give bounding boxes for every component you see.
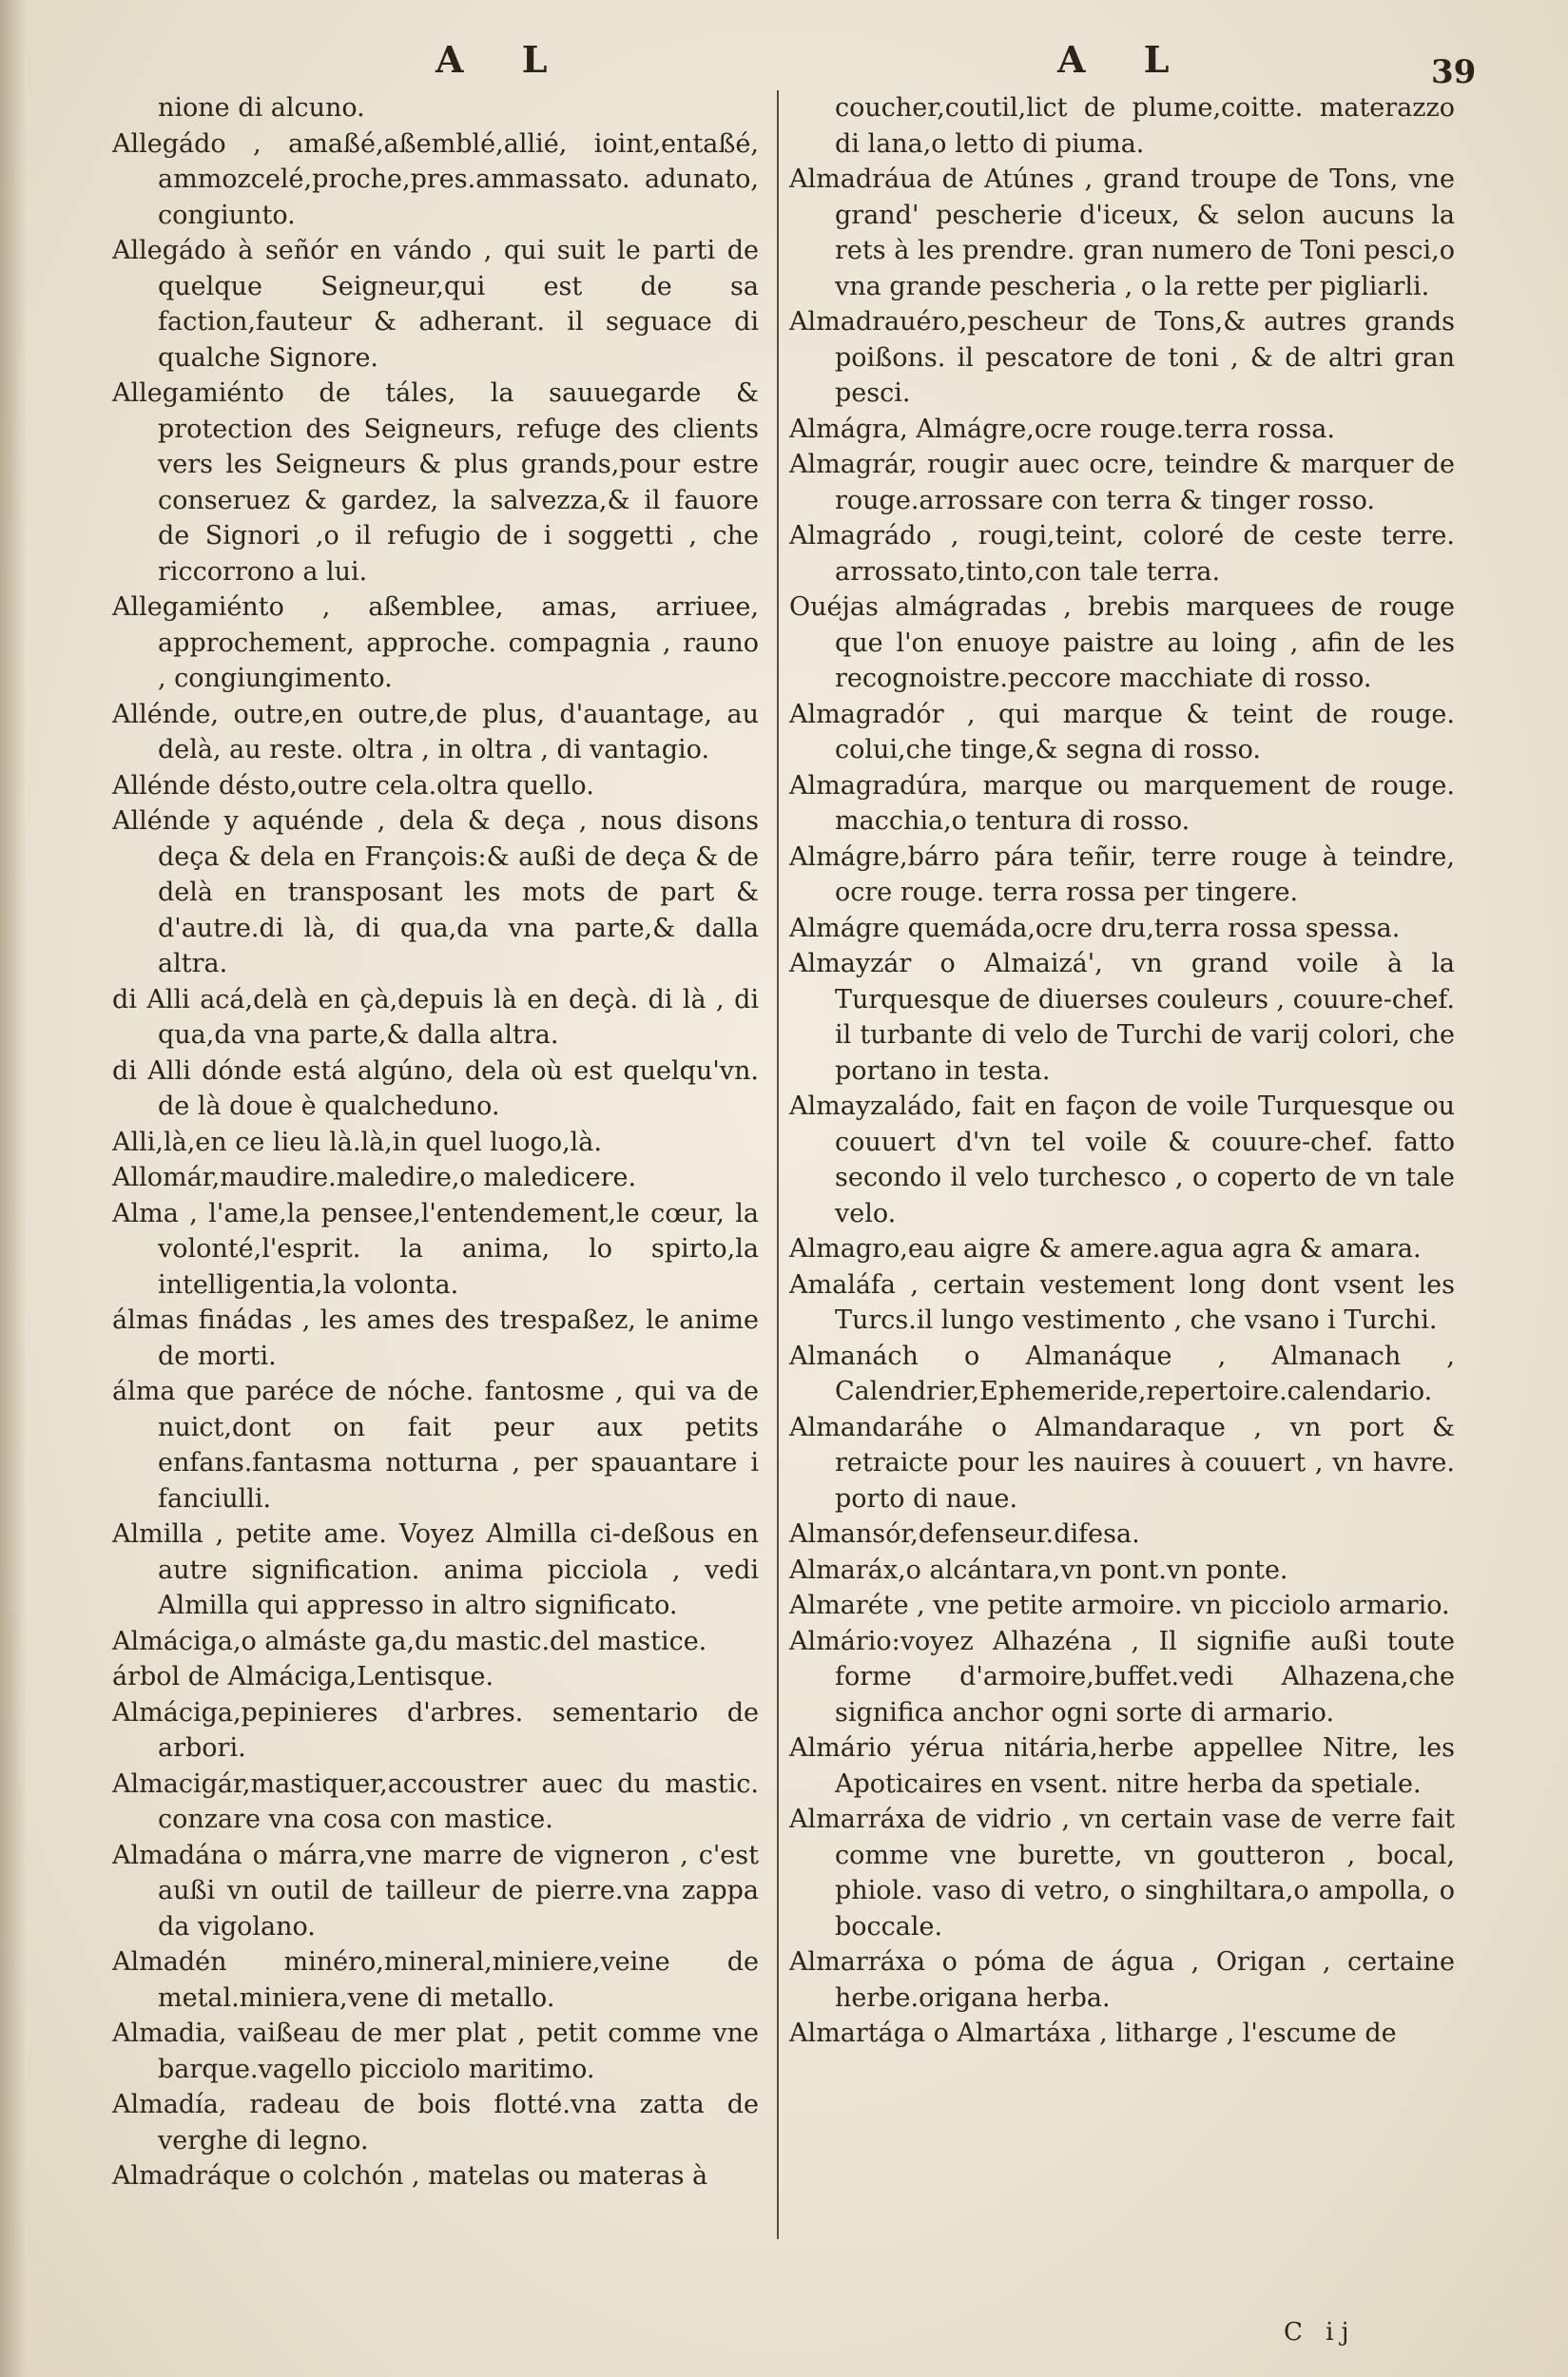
dictionary-entry: Almáciga,o almáste ga,du mastic.del mastice. (112, 1626, 707, 1656)
dictionary-entry: coucher,coutil,lict de plume,coitte. materazzo di lana,o letto di piuma. (835, 93, 1455, 159)
dictionary-entry: Almadrauéro,pescheur de Tons,& autres grands poißons. il pescatore de toni , & de altri gran pesci. (789, 307, 1455, 408)
running-header-right: A L (1057, 38, 1192, 81)
dictionary-entry: Almadána o márra,vne marre de vigneron , c'est außi vn outil de tailleur de pierre.vna zappa da vigolano. (112, 1840, 759, 1942)
dictionary-entry: Almagrár, rougir auec ocre, teindre & marquer de rouge.arrossare con terra & tinger rosso. (789, 450, 1455, 515)
dictionary-entry: Almarráxa o póma de água , Origan , certaine herbe.origana herba. (789, 1947, 1455, 2013)
page-number: 39 (1431, 53, 1477, 91)
dictionary-entry: álma que paréce de nóche. fantosme , qui va de nuict,dont on fait peur aux petits enfans.fantasma notturna , per spauantare i fanciulli. (112, 1377, 759, 1514)
dictionary-entry: Allénde, outre,en outre,de plus, d'auantage, au delà, au reste. oltra , in oltra , di vantagio. (112, 699, 759, 764)
signature-mark: C ij (1284, 2318, 1357, 2347)
dictionary-entry: Almágre quemáda,ocre dru,terra rossa spessa. (789, 913, 1401, 943)
dictionary-entry: Almadráua de Atúnes , grand troupe de Tons, vne grand' pescherie d'iceux, & selon aucuns la rets à les prendre. gran numero de Toni pesci,o vna grande pescheria , o la rette per pigliarli. (789, 164, 1455, 301)
dictionary-entry: Almadén minéro,mineral,miniere,veine de metal.miniera,vene di metallo. (112, 1947, 759, 2013)
dictionary-entry: Allegamiénto de táles, la sauuegarde & protection des Seigneurs, refuge des clients vers les Seigneurs & plus grands,pour estre conseruez & gardez, la salvezza,& il fauore de Signori ,o il refugio de i soggetti , che riccorrono a lui. (112, 378, 759, 587)
dictionary-entry: Allegádo à señór en vándo , qui suit le parti de quelque Seigneur,qui est de sa faction,fauteur & adherant. il seguace di qualche Signore. (112, 236, 759, 373)
dictionary-entry: Almagro,eau aigre & amere.agua agra & amara. (789, 1234, 1422, 1264)
column-divider (777, 90, 779, 2239)
dictionary-entry: di Alli dónde está algúno, dela où est quelqu'vn. de là doue è qualcheduno. (112, 1055, 759, 1121)
dictionary-entry: Alli,là,en ce lieu là.là,in quel luogo,là. (112, 1127, 602, 1157)
dictionary-entry: Almandaráhe o Almandaraque , vn port & retraicte pour les nauires à couuert , vn havre. porto di naue. (789, 1412, 1455, 1514)
dictionary-entry: Almarráxa de vidrio , vn certain vase de verre fait comme vne burette, vn goutteron , bocal, phiole. vaso di vetro, o singhiltara,o ampolla, o boccale. (789, 1805, 1455, 1942)
dictionary-entry: Almacigár,mastiquer,accoustrer auec du mastic. conzare vna cosa con mastice. (112, 1768, 759, 1834)
right-column (789, 90, 1455, 2052)
dictionary-entry: Almayzár o Almaizá', vn grand voile à la Turquesque de diuerses couleurs , couure-chef. il turbante di velo de Turchi de varij colori, che portano in testa. (789, 949, 1455, 1086)
dictionary-entry: álmas finádas , les ames des trespaßez, le anime de morti. (112, 1305, 759, 1371)
dictionary-entry: Almanách o Almanáque , Almanach , Calendrier,Ephemeride,repertoire.calendario. (789, 1341, 1455, 1406)
left-column (112, 90, 759, 2194)
dictionary-entry: di Alli acá,delà en çà,depuis là en deçà. di là , di qua,da vna parte,& dalla altra. (112, 984, 759, 1050)
dictionary-entry: Allegádo , amaßé,aßemblé,allié, ioint,entaßé, ammozcelé,proche,pres.ammassato. adunato, congiunto. (112, 128, 759, 230)
dictionary-entry: nione di alcuno. (158, 93, 365, 123)
dictionary-entry: Almadia, vaißeau de mer plat , petit comme vne barque.vagello picciolo maritimo. (112, 2019, 759, 2084)
dictionary-entry: Almansór,defenseur.difesa. (789, 1519, 1140, 1549)
dictionary-entry: Allénde y aquénde , dela & deça , nous disons deça & dela en François:& außi de deça & de delà en transposant les mots de part & d'autre.di là, di qua,da vna parte,& dalla altra. (112, 806, 759, 978)
dictionary-entry: Almágra, Almágre,ocre rouge.terra rossa. (789, 414, 1335, 444)
dictionary-entry: Alma , l'ame,la pensee,l'entendement,le cœur, la volonté,l'esprit. la anima, lo spirto,la intelligentia,la volonta. (112, 1198, 759, 1300)
dictionary-entry: Almilla , petite ame. Voyez Almilla ci-deßous en autre signification. anima picciola , vedi Almilla qui appresso in altro significato. (112, 1519, 759, 1620)
dictionary-entry: Almadráque o colchón , matelas ou materas à (112, 2161, 708, 2191)
dictionary-entry: Almartága o Almartáxa , litharge , l'escume de (789, 2019, 1397, 2048)
dictionary-entry: Almáciga,pepinieres d'arbres. sementario de arbori. (112, 1697, 759, 1763)
dictionary-entry: Almaráx,o alcántara,vn pont.vn ponte. (789, 1555, 1288, 1585)
dictionary-entry: Amaláfa , certain vestement long dont vsent les Turcs.il lungo vestimento , che vsano i Turchi. (789, 1269, 1455, 1335)
dictionary-entry: Almagrádo , rougi,teint, coloré de ceste terre. arrossato,tinto,con tale terra. (789, 521, 1455, 587)
dictionary-entry: Almadía, radeau de bois flotté.vna zatta de verghe di legno. (112, 2090, 759, 2155)
dictionary-entry: Allomár,maudire.maledire,o maledicere. (112, 1163, 637, 1192)
dictionary-entry: árbol de Almáciga,Lentisque. (112, 1662, 494, 1691)
dictionary-entry: Almaréte , vne petite armoire. vn picciolo armario. (789, 1591, 1450, 1620)
dictionary-entry: Allegamiénto , aßemblee, amas, arriuee, approchement, approche. compagnia , rauno , congiungimento. (112, 592, 759, 693)
dictionary-entry: Almário:voyez Alhazéna , Il signifie außi toute forme d'armoire,buffet.vedi Alhazena,che significa anchor ogni sorte di armario. (789, 1626, 1455, 1728)
dictionary-entry: Almagradúra, marque ou marquement de rouge. macchia,o tentura di rosso. (789, 770, 1455, 836)
dictionary-entry: Almágre,bárro pára teñir, terre rouge à teindre, ocre rouge. terra rossa per tingere. (789, 841, 1455, 907)
dictionary-entry: Almário yérua nitária,herbe appellee Nitre, les Apoticaires en vsent. nitre herba da spetiale. (789, 1733, 1455, 1799)
running-header-left: A L (436, 38, 571, 81)
dictionary-entry: Ouéjas almágradas , brebis marquees de rouge que l'on enuoye paistre au loing , afin de les recognoistre.peccore macchiate di rosso. (789, 592, 1455, 693)
dictionary-entry: Almayzaládo, fait en façon de voile Turquesque ou couuert d'vn tel voile & couure-chef. fatto secondo il velo turchesco , o coperto de vn tale velo. (789, 1092, 1455, 1228)
dictionary-entry: Almagradór , qui marque & teint de rouge. colui,che tinge,& segna di rosso. (789, 699, 1455, 764)
dictionary-entry: Allénde désto,outre cela.oltra quello. (112, 770, 594, 801)
binding-shadow (0, 0, 27, 2377)
